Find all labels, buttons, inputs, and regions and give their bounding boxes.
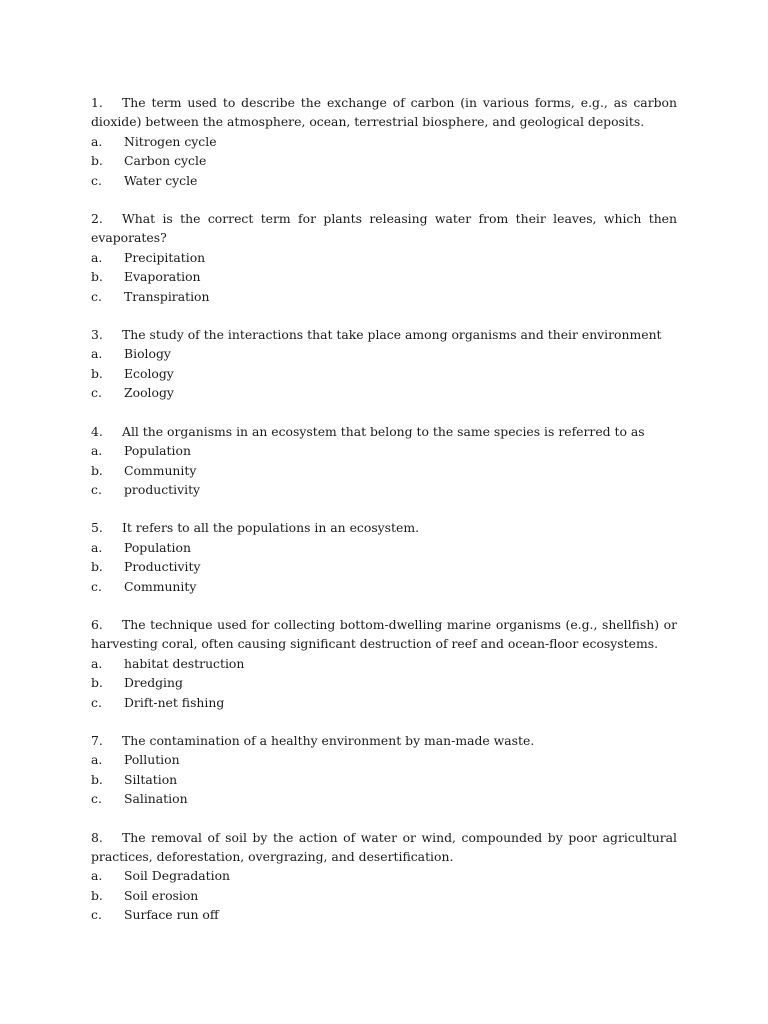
question-number: 6.: [91, 616, 103, 632]
option-text: Precipitation: [124, 249, 206, 265]
option-letter: c.: [91, 172, 102, 188]
option-c: [91, 171, 677, 190]
option-b: [91, 461, 677, 480]
option-a: [91, 132, 677, 151]
option-a: [91, 538, 677, 557]
option-c: [91, 789, 677, 808]
option-text: Evaporation: [124, 269, 201, 285]
option-letter: a.: [91, 133, 103, 149]
option-letter: b.: [91, 887, 103, 903]
option-letter: b.: [91, 365, 103, 381]
option-c: [91, 480, 677, 499]
question-stem: [91, 93, 677, 132]
option-text: Carbon cycle: [124, 153, 207, 169]
question-stem: [91, 518, 677, 537]
option-a: [91, 750, 677, 769]
question-text: The term used to describe the exchange of carbon (in various forms, e.g., as carbon dioxide) between the atmosphere, ocean, terrestrial biosphere, and geological deposits.: [91, 95, 677, 130]
option-text: Population: [124, 539, 191, 555]
option-c: [91, 905, 677, 924]
question-number: 1.: [91, 95, 103, 110]
option-text: Water cycle: [124, 172, 198, 188]
option-letter: a.: [91, 249, 103, 265]
question-text: It refers to all the populations in an ecosystem.: [122, 520, 420, 536]
question-stem: [91, 209, 677, 248]
option-letter: c.: [91, 791, 102, 807]
option-a: [91, 866, 677, 885]
option-letter: c.: [91, 288, 102, 304]
option-c: [91, 383, 677, 402]
question-stem: [91, 615, 677, 654]
option-text: Soil Degradation: [124, 868, 231, 884]
option-c: [91, 693, 677, 712]
option-letter: a.: [91, 868, 103, 884]
option-letter: a.: [91, 443, 103, 459]
option-c: [91, 577, 677, 596]
question-7: [91, 731, 677, 809]
option-b: [91, 364, 677, 383]
option-text: Drift-net fishing: [124, 694, 225, 710]
question-text: All the organisms in an ecosystem that belong to the same species is referred to as: [122, 423, 645, 439]
option-a: [91, 344, 677, 363]
option-text: Zoology: [124, 385, 174, 401]
question-text: The removal of soil by the action of water or wind, compounded by poor agricultural practices, deforestation, overgrazing, and desertification.: [91, 829, 677, 864]
option-b: [91, 886, 677, 905]
question-number: 8.: [91, 829, 103, 845]
option-text: Soil erosion: [124, 887, 199, 903]
option-text: Biology: [124, 346, 171, 362]
option-letter: c.: [91, 907, 102, 923]
option-text: Nitrogen cycle: [124, 133, 217, 149]
option-letter: a.: [91, 655, 103, 671]
question-number: 5.: [91, 520, 103, 536]
option-letter: a.: [91, 752, 103, 768]
question-number: 2.: [91, 211, 103, 227]
option-letter: b.: [91, 675, 103, 691]
option-letter: b.: [91, 153, 103, 169]
question-stem: [91, 422, 677, 441]
option-b: [91, 151, 677, 170]
option-b: [91, 673, 677, 692]
option-a: [91, 654, 677, 673]
question-5: [91, 518, 677, 596]
question-text: The technique used for collecting bottom-dwelling marine organisms (e.g., shellfish) or harvesting coral, often causing significant destruction of reef and ocean-floor ecosystems.: [91, 616, 677, 652]
question-text: The contamination of a healthy environment by man-made waste.: [122, 732, 535, 748]
option-a: [91, 248, 677, 267]
option-b: [91, 267, 677, 286]
question-number: 7.: [91, 732, 103, 748]
option-letter: c.: [91, 578, 102, 594]
option-text: Ecology: [124, 365, 174, 381]
question-8: [91, 828, 677, 925]
question-3: [91, 325, 677, 403]
option-text: Productivity: [124, 559, 201, 575]
question-4: [91, 422, 677, 500]
option-text: productivity: [124, 481, 201, 497]
question-stem: [91, 828, 677, 867]
option-text: Dredging: [124, 675, 183, 691]
question-6: [91, 615, 677, 712]
option-letter: a.: [91, 346, 103, 362]
option-letter: a.: [91, 539, 103, 555]
option-text: Surface run off: [124, 907, 219, 923]
question-stem: [91, 325, 677, 344]
option-letter: c.: [91, 385, 102, 401]
option-text: Siltation: [124, 771, 178, 787]
option-letter: b.: [91, 559, 103, 575]
question-text: The study of the interactions that take place among organisms and their environment: [122, 327, 662, 343]
option-c: [91, 287, 677, 306]
option-letter: c.: [91, 694, 102, 710]
question-1: [91, 93, 677, 190]
option-letter: b.: [91, 462, 103, 478]
option-text: Pollution: [124, 752, 180, 768]
question-number: 3.: [91, 327, 103, 343]
option-text: Community: [124, 462, 197, 478]
question-2: [91, 209, 677, 306]
option-b: [91, 557, 677, 576]
option-letter: b.: [91, 269, 103, 285]
option-letter: b.: [91, 771, 103, 787]
question-number: 4.: [91, 423, 103, 439]
option-b: [91, 770, 677, 789]
question-text: What is the correct term for plants releasing water from their leaves, which then evaporates?: [91, 211, 677, 246]
option-text: Salination: [124, 791, 188, 807]
option-text: Community: [124, 578, 197, 594]
option-text: Transpiration: [124, 288, 210, 304]
option-text: Population: [124, 443, 191, 459]
option-a: [91, 441, 677, 460]
option-letter: c.: [91, 481, 102, 497]
question-stem: [91, 731, 677, 750]
option-text: habitat destruction: [124, 655, 245, 671]
